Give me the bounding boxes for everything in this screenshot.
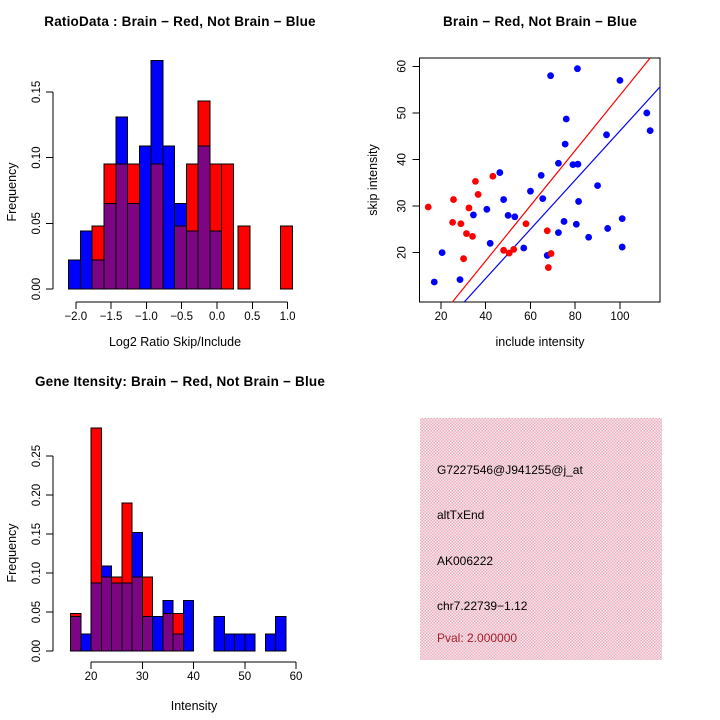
regression-line-red [452, 58, 650, 302]
scatter-point-red [523, 220, 530, 227]
scatter-point-blue [562, 141, 569, 148]
x-tick-label: 0.0 [209, 311, 225, 323]
scatter-point-blue [527, 188, 534, 195]
x-tick-label: −1.0 [135, 311, 158, 323]
y-tick-label: 0.25 [31, 444, 43, 468]
ratio-hist-ylabel: Frequency [5, 162, 19, 222]
y-tick-label: 0.10 [31, 561, 43, 585]
hist-bar [81, 231, 93, 289]
scatter-point-red [466, 205, 473, 212]
gene-hist-title: Gene Itensity: Brain − Red, Not Brain − Blue [34, 374, 326, 389]
x-tick-label: 80 [568, 311, 582, 323]
locus-text: chr7.22739−1.12 [437, 599, 528, 613]
scatter-point-red [548, 250, 555, 257]
gene-hist-xlabel: Intensity [170, 699, 218, 713]
x-tick-label: −1.5 [99, 311, 123, 323]
hist-bar [245, 634, 255, 651]
hist-bar [235, 634, 245, 651]
ratio-hist-plot [0, 0, 360, 360]
scatter-point-blue [603, 131, 610, 138]
hist-bar-overlap [151, 164, 163, 289]
y-tick-label: 0.00 [31, 277, 43, 301]
y-tick-label: 0.05 [31, 600, 43, 624]
scatter-plot [360, 0, 720, 360]
info-box [420, 418, 662, 660]
scatter-point-blue [520, 245, 527, 252]
scatter-point-blue [585, 234, 592, 241]
hist-bar [183, 600, 193, 651]
scatter-point-blue [555, 229, 562, 236]
ratio-hist-title: RatioData : Brain − Red, Not Brain − Blue [44, 14, 316, 29]
scatter-point-blue [561, 218, 568, 225]
x-tick-label: 0.5 [244, 311, 261, 323]
hist-bar [276, 617, 286, 651]
scatter-point-blue [574, 161, 581, 168]
hist-bar-overlap [173, 634, 183, 651]
hist-bar [81, 634, 91, 651]
hist-bar-overlap [186, 231, 198, 289]
scatter-point-blue [500, 196, 507, 203]
x-tick-label: 1.0 [279, 311, 296, 323]
y-tick-label: 40 [396, 153, 409, 166]
x-tick-label: 20 [434, 311, 448, 323]
x-tick-label: 30 [135, 671, 149, 683]
scatter-point-blue [647, 127, 654, 134]
y-tick-label: 0.20 [31, 483, 43, 507]
scatter-point-blue [575, 198, 582, 205]
scatter-point-blue [604, 225, 611, 232]
hist-bar-overlap [142, 617, 152, 651]
x-tick-label: 60 [524, 311, 537, 323]
scatter-point-red [463, 230, 470, 237]
scatter-point-blue [573, 221, 580, 228]
y-tick-label: 30 [396, 199, 409, 213]
regression-line-blue [464, 87, 660, 302]
x-tick-label: 50 [238, 671, 252, 683]
scatter-point-red [545, 264, 552, 271]
hist-bar-overlap [91, 583, 101, 651]
hist-bar-overlap [71, 617, 81, 651]
y-tick-label: 0.15 [31, 522, 43, 546]
x-tick-label: 60 [289, 671, 303, 683]
scatter-point-red [544, 227, 551, 234]
scatter-point-red [449, 219, 456, 226]
scatter-point-blue [547, 72, 554, 79]
scatter-point-red [425, 204, 432, 211]
hist-bar-overlap [175, 226, 187, 289]
scatter-point-blue [431, 279, 438, 286]
scatter-point-blue [619, 215, 626, 222]
scatter-point-blue [617, 77, 624, 84]
hist-bar [69, 260, 81, 289]
splice-type-text: altTxEnd [437, 508, 485, 522]
y-tick-label: 0.10 [31, 146, 43, 169]
hist-bar-overlap [163, 614, 173, 651]
hist-bar-overlap [128, 204, 140, 289]
scatter-ylabel: skip intensity [366, 144, 380, 216]
scatter-point-blue [511, 213, 518, 220]
hist-bar [222, 164, 234, 289]
hist-bar [224, 634, 234, 651]
hist-bar-overlap [101, 577, 111, 651]
y-tick-label: 60 [396, 59, 409, 73]
hist-bar-overlap [112, 583, 122, 651]
scatter-point-blue [483, 206, 490, 213]
scatter-point-blue [594, 182, 601, 189]
gene-hist-plot [0, 360, 360, 720]
scatter-point-red [489, 173, 496, 180]
hist-bar-overlap [198, 146, 210, 289]
scatter-point-blue [555, 160, 562, 167]
scatter-point-blue [457, 276, 464, 283]
scatter-point-blue [643, 110, 650, 117]
scatter-point-blue [487, 240, 494, 247]
scatter-point-red [450, 196, 457, 203]
scatter-point-blue [574, 65, 581, 72]
scatter-xlabel: include intensity [495, 335, 585, 349]
scatter-point-blue [539, 195, 546, 202]
x-tick-label: −2.0 [64, 311, 88, 323]
hist-bar-overlap [210, 231, 222, 289]
hist-bar [214, 617, 224, 651]
hist-bar-overlap [132, 577, 142, 651]
x-tick-label: 40 [187, 671, 200, 683]
y-tick-label: 0.15 [31, 80, 43, 104]
hist-bar [281, 226, 293, 289]
y-tick-label: 50 [396, 106, 409, 120]
ratio-hist-xlabel: Log2 Ratio Skip/Include [108, 335, 242, 349]
y-tick-label: 0.05 [31, 212, 43, 235]
scatter-point-blue [470, 212, 477, 219]
probe-id-text: G7227546@J941255@j_at [437, 463, 583, 477]
scatter-point-red [475, 191, 482, 198]
scatter-point-blue [563, 116, 570, 123]
scatter-point-blue [619, 244, 626, 251]
gene-hist-ylabel: Frequency [5, 523, 19, 583]
hist-bar [238, 226, 250, 289]
x-tick-label: 40 [479, 311, 493, 323]
scatter-point-red [469, 233, 476, 240]
x-tick-label: 20 [84, 671, 98, 683]
y-tick-label: 0.00 [31, 639, 43, 663]
scatter-point-blue [439, 249, 446, 256]
x-tick-label: −0.5 [170, 311, 194, 323]
scatter-point-red [457, 220, 464, 227]
scatter-point-red [460, 255, 467, 262]
hist-bar-overlap [116, 164, 128, 289]
hist-bar [153, 617, 163, 651]
hist-bar-overlap [104, 204, 116, 289]
accession-text: AK006222 [437, 554, 494, 568]
hist-bar [163, 146, 175, 289]
scatter-title: Brain − Red, Not Brain − Blue [442, 14, 638, 29]
scatter-point-red [472, 178, 479, 185]
hist-bar [139, 146, 151, 289]
plot-box [420, 58, 661, 302]
x-tick-label: 100 [610, 311, 630, 323]
scatter-point-blue [505, 212, 512, 219]
pval-text: Pval: 2.000000 [437, 631, 518, 645]
y-tick-label: 20 [396, 246, 409, 260]
hist-bar-overlap [122, 583, 132, 651]
scatter-point-red [510, 246, 517, 253]
hist-bar [265, 634, 275, 651]
scatter-point-blue [538, 172, 545, 179]
scatter-point-blue [496, 169, 503, 176]
hist-bar-overlap [92, 260, 104, 289]
